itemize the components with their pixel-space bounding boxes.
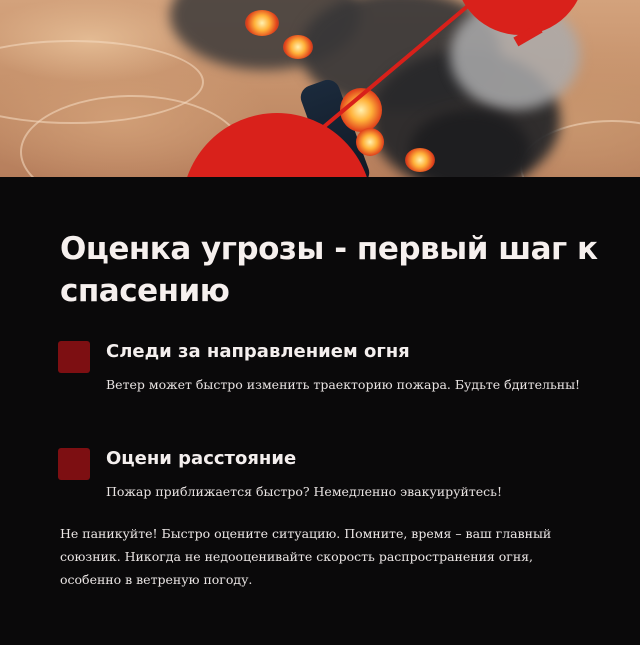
marker-square xyxy=(58,341,90,373)
body-paragraph: Не паникуйте! Быстро оцените ситуацию. Помните, время – ваш главный союзник. Никогда не недооценивайте скорость распространения огня, особенно в ветреную погоду. xyxy=(60,526,552,587)
page-title: Оценка угрозы - первый шаг к спасению xyxy=(60,231,598,309)
item-text: Ветер может быстро изменить траекторию пожара. Будьте бдительны! xyxy=(106,377,581,392)
fire-flame xyxy=(283,35,313,59)
fire-flame xyxy=(356,128,384,156)
fire-flame xyxy=(245,10,279,36)
hero-wildfire-image xyxy=(0,0,640,177)
item-heading: Оцени расстояние xyxy=(106,448,297,469)
marker-square xyxy=(58,448,90,480)
item-text: Пожар приближается быстро? Немедленно эвакуируйтесь! xyxy=(106,484,502,499)
fire-flame xyxy=(405,148,435,172)
item-heading: Следи за направлением огня xyxy=(106,341,410,362)
